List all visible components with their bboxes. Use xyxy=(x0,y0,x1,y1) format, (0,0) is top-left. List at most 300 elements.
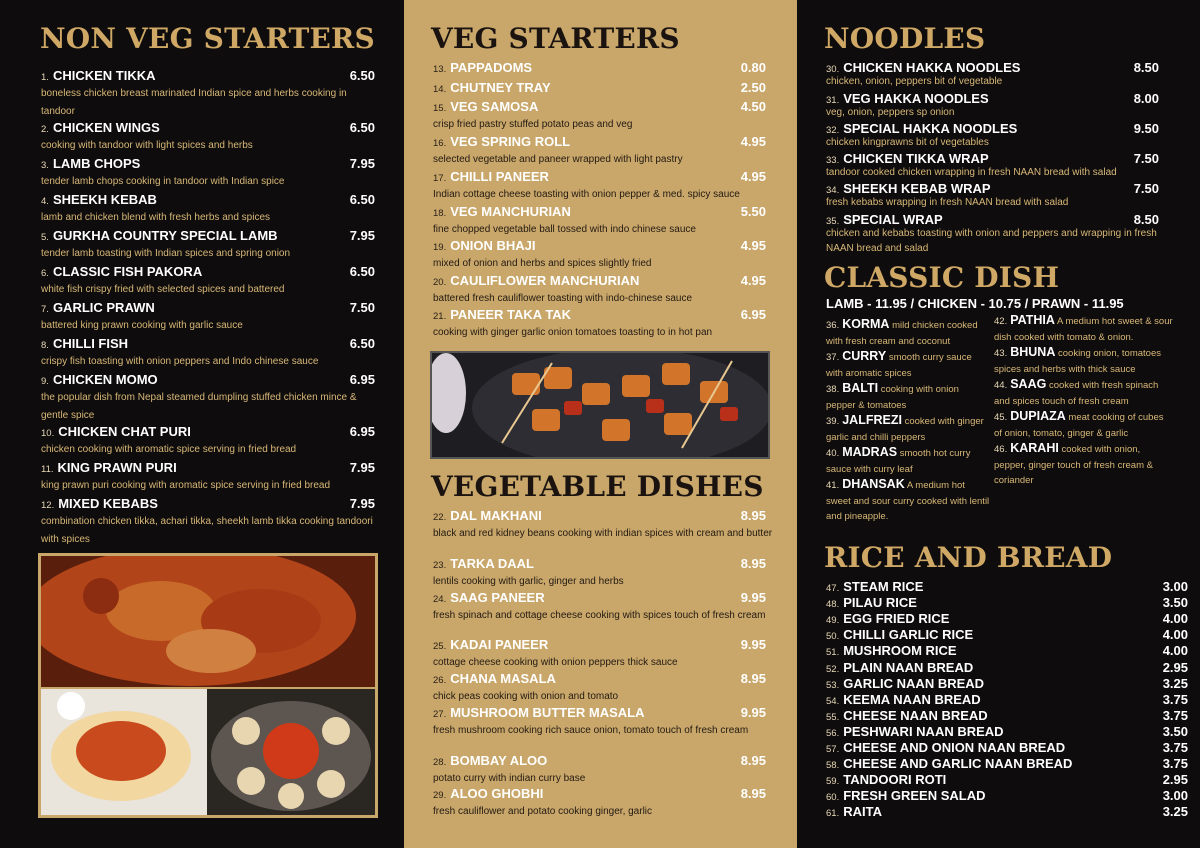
classic-dish-number: 40. xyxy=(826,448,840,459)
classic-dish-name: KARAHI xyxy=(1010,441,1059,455)
item-number: 7. xyxy=(41,304,49,315)
classic-dish-name: BHUNA xyxy=(1010,345,1056,359)
item-price: 6.50 xyxy=(349,264,375,279)
item-title: BOMBAY ALOO xyxy=(450,753,548,768)
item-name xyxy=(826,788,986,803)
classic-dish-name: DUPIAZA xyxy=(1010,409,1066,423)
item-name xyxy=(826,708,988,723)
item-description: fresh cauliflower and potato cooking ginger, garlic xyxy=(433,806,653,817)
item-name xyxy=(433,307,571,322)
item-title: PLAIN NAAN BREAD xyxy=(843,659,974,675)
item-price: 7.50 xyxy=(349,300,375,315)
item-title: LAMB CHOPS xyxy=(52,156,141,171)
item-number: 9. xyxy=(41,376,49,387)
item-name xyxy=(41,372,158,387)
item-name xyxy=(433,60,532,75)
item-number: 6. xyxy=(41,268,49,279)
item-price: 3.50 xyxy=(1162,595,1188,611)
food-photo-image xyxy=(41,556,375,815)
item-description: fresh spinach and cottage cheese cooking with spices touch of fresh cream xyxy=(433,610,766,621)
item-price: 7.95 xyxy=(349,496,375,511)
item-number: 28. xyxy=(433,757,447,768)
item-number: 54. xyxy=(826,695,840,707)
item-title: TARKA DAAL xyxy=(450,556,534,571)
classic-dish-number: 42. xyxy=(994,316,1008,327)
item-name xyxy=(433,204,571,219)
item-description: tender lamb chops cooking in tandoor with Indian spice xyxy=(41,176,285,187)
rice-and-bread-title: RICE AND BREAD xyxy=(824,541,1113,574)
classic-dish-name: DHANSAK xyxy=(842,477,905,491)
item-number: 22. xyxy=(433,512,447,523)
item-number: 50. xyxy=(826,631,840,643)
item-title: SPECIAL WRAP xyxy=(843,212,943,227)
item-price: 4.95 xyxy=(740,169,766,184)
rice-bread-item xyxy=(826,675,1188,692)
item-number: 2. xyxy=(41,124,49,135)
item-price: 3.75 xyxy=(1162,756,1188,772)
food-photo-panel xyxy=(38,553,378,818)
rice-bread-item xyxy=(826,756,1188,772)
non-veg-starters-title: NON VEG STARTERS xyxy=(40,22,375,55)
item-title: CLASSIC FISH PAKORA xyxy=(52,264,203,279)
classic-dish-number: 41. xyxy=(826,480,840,491)
classic-dish-description: cooked with ginger garlic and chilli peppers xyxy=(826,416,984,443)
item-number: 23. xyxy=(433,560,447,571)
item-number: 30. xyxy=(826,64,840,75)
item-name xyxy=(433,753,547,768)
item-description: cooking with tandoor with light spices and herbs xyxy=(41,140,253,151)
item-number: 26. xyxy=(433,675,447,686)
item-price: 8.95 xyxy=(740,508,766,523)
rice-bread-item xyxy=(826,707,1188,724)
classic-dish-entry xyxy=(826,317,991,349)
classic-dish-title: CLASSIC DISH xyxy=(824,261,1060,294)
item-price: 7.50 xyxy=(1133,151,1159,166)
item-title: MIXED KEBABS xyxy=(58,496,158,511)
item-name xyxy=(41,120,160,135)
item-price: 8.95 xyxy=(740,753,766,768)
item-title: GURKHA COUNTRY SPECIAL LAMB xyxy=(52,228,278,243)
classic-dish-entry xyxy=(994,313,1174,345)
item-name xyxy=(433,134,570,149)
classic-dish-number: 46. xyxy=(994,444,1008,455)
item-description: fresh mushroom cooking rich sauce onion, tomato touch of fresh cream xyxy=(433,725,749,736)
item-title: CHICKEN WINGS xyxy=(52,120,160,135)
item-title: CHICKEN CHAT PURI xyxy=(58,424,191,439)
item-price: 4.00 xyxy=(1162,643,1188,659)
item-title: PANEER TAKA TAK xyxy=(450,307,572,322)
item-title: PILAU RICE xyxy=(843,595,917,611)
item-price: 6.50 xyxy=(349,336,375,351)
item-name xyxy=(826,643,957,658)
item-title: CHEESE AND GARLIC NAAN BREAD xyxy=(843,756,1073,772)
item-price: 3.75 xyxy=(1162,691,1188,707)
item-number: 55. xyxy=(826,711,840,723)
item-description: potato curry with indian curry base xyxy=(433,773,586,784)
item-price: 6.50 xyxy=(349,68,375,83)
rice-bread-item xyxy=(826,723,1188,740)
item-number: 35. xyxy=(826,216,840,227)
item-number: 49. xyxy=(826,615,840,627)
item-price: 3.25 xyxy=(1162,675,1188,691)
item-number: 4. xyxy=(41,196,49,207)
item-title: EGG FRIED RICE xyxy=(843,611,950,627)
item-number: 17. xyxy=(433,173,447,184)
item-number: 20. xyxy=(433,277,447,288)
item-number: 18. xyxy=(433,208,447,219)
rice-bread-item xyxy=(826,659,1188,676)
classic-dish-list-left xyxy=(826,317,991,525)
classic-dish-number: 37. xyxy=(826,352,840,363)
item-name xyxy=(433,637,548,652)
item-price: 3.75 xyxy=(1162,707,1188,723)
item-name xyxy=(826,756,1072,771)
item-title: CAULIFLOWER MANCHURIAN xyxy=(450,273,640,288)
item-name xyxy=(433,80,551,95)
rice-bread-item xyxy=(826,611,1188,627)
rice-bread-item xyxy=(826,627,1188,643)
classic-dish-entry xyxy=(994,345,1174,377)
item-number: 58. xyxy=(826,760,840,772)
item-description: selected vegetable and paneer wrapped with light pastry xyxy=(433,154,683,165)
classic-dish-description: A medium hot sweet and sour curry cooked with lentil and pineapple. xyxy=(826,480,990,522)
item-description: crisp fried pastry stuffed potato peas and veg xyxy=(433,119,633,130)
classic-dish-entry xyxy=(826,413,991,445)
item-number: 61. xyxy=(826,808,840,820)
item-number: 15. xyxy=(433,103,447,114)
item-title: CHEESE NAAN BREAD xyxy=(843,707,988,723)
item-number: 52. xyxy=(826,663,840,675)
item-description: chicken and kebabs toasting with onion and peppers and wrapping in fresh NAAN bread and salad xyxy=(826,228,1157,254)
item-title: CHICKEN TIKKA xyxy=(52,68,156,83)
item-description: veg, onion, peppers sp onion xyxy=(826,107,955,118)
item-number: 10. xyxy=(41,428,55,439)
item-title: FRESH GREEN SALAD xyxy=(843,788,986,804)
item-name xyxy=(826,212,943,227)
classic-dish-number: 43. xyxy=(994,348,1008,359)
rice-bread-item xyxy=(826,595,1188,611)
item-number: 12. xyxy=(41,500,55,511)
item-number: 19. xyxy=(433,242,447,253)
rice-bread-item xyxy=(826,691,1188,708)
classic-dish-number: 45. xyxy=(994,412,1008,423)
item-name xyxy=(826,692,981,707)
classic-dish-description: cooked with onion, pepper, ginger touch of fresh cream & coriander xyxy=(994,444,1153,486)
item-number: 48. xyxy=(826,599,840,611)
item-name xyxy=(826,611,949,626)
item-title: RAITA xyxy=(843,804,882,820)
item-description: crispy fish toasting with onion peppers and Indo chinese sauce xyxy=(41,356,319,367)
item-number: 31. xyxy=(826,95,840,106)
item-title: ONION BHAJI xyxy=(450,238,536,253)
item-name xyxy=(433,508,542,523)
item-name xyxy=(41,496,158,511)
item-price: 6.50 xyxy=(349,120,375,135)
item-number: 56. xyxy=(826,727,840,739)
classic-dish-prices: LAMB - 11.95 / CHICKEN - 10.75 / PRAWN - 11.95 xyxy=(826,296,1124,311)
item-title: TANDOORI ROTI xyxy=(843,772,947,788)
item-price: 9.95 xyxy=(740,590,766,605)
item-price: 4.00 xyxy=(1162,627,1188,643)
classic-dish-name: KORMA xyxy=(842,317,890,331)
rice-bread-item xyxy=(826,788,1188,804)
classic-dish-entry xyxy=(826,381,991,413)
classic-dish-description: smooth hot curry sauce with curry leaf xyxy=(826,448,971,475)
item-name xyxy=(41,300,155,315)
item-title: CHANA MASALA xyxy=(450,671,556,686)
item-name xyxy=(826,772,946,787)
item-price: 3.50 xyxy=(1162,723,1188,739)
item-title: CHEESE AND ONION NAAN BREAD xyxy=(843,740,1066,755)
item-price: 4.00 xyxy=(1162,611,1188,627)
item-description: boneless chicken breast marinated Indian spice and herbs cooking in tandoor xyxy=(41,88,347,117)
classic-dish-description: A medium hot sweet & sour dish cooked with tomato & onion. xyxy=(994,316,1173,343)
item-title: PAPPADOMS xyxy=(450,60,533,75)
item-description: chicken cooking with aromatic spice serving in fried bread xyxy=(41,444,297,455)
item-price: 0.80 xyxy=(740,60,766,75)
classic-dish-entry xyxy=(826,445,991,477)
classic-dish-description: cooking onion, tomatoes spices and herbs with thick sauce xyxy=(994,348,1161,375)
item-title: VEG HAKKA NOODLES xyxy=(843,91,989,106)
item-name xyxy=(433,786,543,801)
item-title: CHICKEN MOMO xyxy=(52,372,158,387)
item-number: 33. xyxy=(826,155,840,166)
item-name xyxy=(826,579,923,594)
item-title: SAAG PANEER xyxy=(450,590,545,605)
vegetable-dishes-title: VEGETABLE DISHES xyxy=(431,470,764,503)
item-price: 5.50 xyxy=(740,204,766,219)
item-description: cottage cheese cooking with onion peppers thick sauce xyxy=(433,657,678,668)
item-name xyxy=(41,336,128,351)
item-number: 11. xyxy=(41,464,54,475)
item-price: 2.95 xyxy=(1162,659,1188,675)
item-price: 7.95 xyxy=(349,460,375,475)
item-price: 8.95 xyxy=(740,556,766,571)
item-number: 57. xyxy=(826,744,840,755)
item-name xyxy=(433,705,644,720)
classic-dish-description: smooth curry sauce with aromatic spices xyxy=(826,352,972,379)
item-number: 47. xyxy=(826,583,840,594)
item-name xyxy=(41,156,140,171)
classic-dish-number: 38. xyxy=(826,384,840,395)
item-description: battered fresh cauliflower toasting with indo-chinese sauce xyxy=(433,293,693,304)
item-name xyxy=(433,273,639,288)
item-title: CHILLI GARLIC RICE xyxy=(843,627,974,643)
item-price: 3.75 xyxy=(1162,740,1188,755)
item-title: MUSHROOM RICE xyxy=(843,643,957,659)
classic-dish-entry xyxy=(826,349,991,381)
item-name xyxy=(826,151,989,166)
item-description: tandoor cooked chicken wrapping in fresh NAAN bread with salad xyxy=(826,167,1117,178)
item-name xyxy=(826,181,991,196)
item-price: 8.00 xyxy=(1133,91,1159,106)
veg-column xyxy=(404,0,797,848)
item-name xyxy=(826,595,917,610)
item-price: 7.95 xyxy=(349,228,375,243)
item-title: VEG SPRING ROLL xyxy=(450,134,571,149)
item-title: PESHWARI NAAN BREAD xyxy=(843,723,1004,739)
item-price: 9.95 xyxy=(740,637,766,652)
item-description: Indian cottage cheese toasting with onion pepper & med. spicy sauce xyxy=(433,189,740,200)
item-number: 27. xyxy=(433,709,447,720)
item-name xyxy=(433,169,549,184)
item-number: 21. xyxy=(433,311,447,322)
item-name xyxy=(826,91,989,106)
veg-starters-title: VEG STARTERS xyxy=(431,22,680,55)
item-name xyxy=(433,556,534,571)
item-title: GARLIC PRAWN xyxy=(52,300,155,315)
classic-dish-description: meat cooking of cubes of onion, tomato, ginger & garlic xyxy=(994,412,1164,439)
item-name xyxy=(433,590,545,605)
item-number: 25. xyxy=(433,641,447,652)
item-price: 8.95 xyxy=(740,671,766,686)
classic-dish-name: MADRAS xyxy=(842,445,898,459)
item-description: cooking with ginger garlic onion tomatoes toasting to in hot pan xyxy=(433,327,713,338)
classic-dish-number: 44. xyxy=(994,380,1008,391)
classic-dish-number: 39. xyxy=(826,416,840,427)
paneer-photo-image xyxy=(432,353,768,457)
item-price: 3.00 xyxy=(1162,579,1188,594)
item-description: chicken kingprawns bit of vegetables xyxy=(826,137,989,148)
item-price: 3.25 xyxy=(1162,804,1188,820)
item-price: 8.95 xyxy=(740,786,766,801)
item-name xyxy=(41,460,177,475)
item-description: black and red kidney beans cooking with indian spices with cream and butter xyxy=(433,528,773,539)
item-number: 16. xyxy=(433,138,447,149)
rice-bread-item xyxy=(826,740,1188,756)
item-number: 32. xyxy=(826,125,840,136)
item-description: mixed of onion and herbs and spices slightly fried xyxy=(433,258,652,269)
rice-bread-item xyxy=(826,643,1188,659)
item-name xyxy=(433,238,535,253)
item-price: 4.50 xyxy=(740,99,766,114)
classic-dish-entry xyxy=(994,377,1174,409)
item-description: chick peas cooking with onion and tomato xyxy=(433,691,619,702)
item-name xyxy=(433,99,538,114)
item-price: 7.50 xyxy=(1133,181,1159,196)
item-name xyxy=(826,660,973,675)
item-title: CHILLI PANEER xyxy=(450,169,549,184)
classic-dish-description: mild chicken cooked with fresh cream and coconut xyxy=(826,320,978,347)
item-title: CHUTNEY TRAY xyxy=(450,80,551,95)
item-price: 9.50 xyxy=(1133,121,1159,136)
item-title: SHEEKH KEBAB xyxy=(52,192,157,207)
rice-bread-item xyxy=(826,579,1188,595)
classic-dish-name: CURRY xyxy=(842,349,887,363)
item-description: white fish crispy fried with selected spices and battered xyxy=(41,284,285,295)
item-number: 60. xyxy=(826,792,840,804)
item-title: CHICKEN HAKKA NOODLES xyxy=(843,60,1021,75)
classic-dish-name: BALTI xyxy=(842,381,879,395)
classic-dish-entry xyxy=(826,477,991,525)
item-description: fresh kebabs wrapping in fresh NAAN bread with salad xyxy=(826,197,1069,208)
item-price: 9.95 xyxy=(740,705,766,720)
item-price: 6.95 xyxy=(349,424,375,439)
item-title: MUSHROOM BUTTER MASALA xyxy=(450,705,645,720)
classic-dish-name: JALFREZI xyxy=(842,413,902,427)
item-title: STEAM RICE xyxy=(843,579,924,594)
item-price: 4.95 xyxy=(740,238,766,253)
item-number: 14. xyxy=(433,84,447,95)
item-title: KEEMA NAAN BREAD xyxy=(843,691,981,707)
item-description: lamb and chicken blend with fresh herbs and spices xyxy=(41,212,271,223)
item-title: ALOO GHOBHI xyxy=(450,786,544,801)
item-name xyxy=(41,264,202,279)
item-description: the popular dish from Nepal steamed dumpling stuffed chicken mince & gentle spice xyxy=(41,392,357,421)
item-name xyxy=(826,804,882,819)
item-price: 8.50 xyxy=(1133,212,1159,227)
item-name xyxy=(826,60,1020,75)
classic-dish-name: SAAG xyxy=(1010,377,1047,391)
item-name xyxy=(41,192,157,207)
item-title: DAL MAKHANI xyxy=(450,508,542,523)
item-description: fine chopped vegetable ball tossed with indo chinese sauce xyxy=(433,224,696,235)
item-title: CHILLI FISH xyxy=(52,336,129,351)
item-price: 4.95 xyxy=(740,134,766,149)
item-number: 13. xyxy=(433,64,447,75)
item-number: 3. xyxy=(41,160,49,171)
classic-dish-number: 36. xyxy=(826,320,840,331)
item-title: GARLIC NAAN BREAD xyxy=(843,675,985,691)
item-number: 1. xyxy=(41,72,49,83)
rice-bread-item xyxy=(826,772,1188,788)
item-description: tender lamb toasting with Indian spices and spring onion xyxy=(41,248,291,259)
item-description: lentils cooking with garlic, ginger and herbs xyxy=(433,576,624,587)
noodles-classic-rice-column xyxy=(797,0,1200,848)
item-title: CHICKEN TIKKA WRAP xyxy=(843,151,989,166)
item-price: 7.95 xyxy=(349,156,375,171)
item-number: 24. xyxy=(433,594,447,605)
item-title: KADAI PANEER xyxy=(450,637,549,652)
item-number: 59. xyxy=(826,776,840,788)
item-name xyxy=(826,676,984,691)
item-name xyxy=(41,68,156,83)
item-name xyxy=(826,121,1017,136)
item-description: combination chicken tikka, achari tikka, sheekh lamb tikka cooking tandoori with spices xyxy=(41,516,373,545)
classic-dish-description: cooked with fresh spinach and spices touch of fresh cream xyxy=(994,380,1159,407)
item-description: chicken, onion, peppers bit of vegetable xyxy=(826,76,1003,87)
item-number: 34. xyxy=(826,185,840,196)
item-price: 6.95 xyxy=(740,307,766,322)
classic-dish-entry xyxy=(994,409,1174,441)
classic-dish-description: cooking with onion pepper & tomatoes xyxy=(826,384,959,411)
paneer-photo xyxy=(430,351,770,459)
item-title: SHEEKH KEBAB WRAP xyxy=(843,181,991,196)
item-title: VEG MANCHURIAN xyxy=(450,204,571,219)
rice-bread-item xyxy=(826,804,1188,820)
item-price: 8.50 xyxy=(1133,60,1159,75)
item-price: 3.00 xyxy=(1162,788,1188,804)
item-price: 6.50 xyxy=(349,192,375,207)
item-price: 2.95 xyxy=(1162,772,1188,788)
item-title: VEG SAMOSA xyxy=(450,99,539,114)
item-number: 5. xyxy=(41,232,49,243)
classic-dish-entry xyxy=(994,441,1174,489)
item-price: 6.95 xyxy=(349,372,375,387)
item-price: 2.50 xyxy=(740,80,766,95)
item-name xyxy=(826,740,1065,755)
item-number: 29. xyxy=(433,790,447,801)
item-price: 4.95 xyxy=(740,273,766,288)
item-number: 8. xyxy=(41,340,49,351)
item-name xyxy=(41,424,191,439)
item-description: king prawn puri cooking with aromatic spice serving in fried bread xyxy=(41,480,331,491)
classic-dish-list-right xyxy=(994,313,1174,489)
noodles-title: NOODLES xyxy=(824,22,986,55)
item-name xyxy=(41,228,278,243)
item-description: battered king prawn cooking with garlic sauce xyxy=(41,320,243,331)
classic-dish-name: PATHIA xyxy=(1010,313,1055,327)
